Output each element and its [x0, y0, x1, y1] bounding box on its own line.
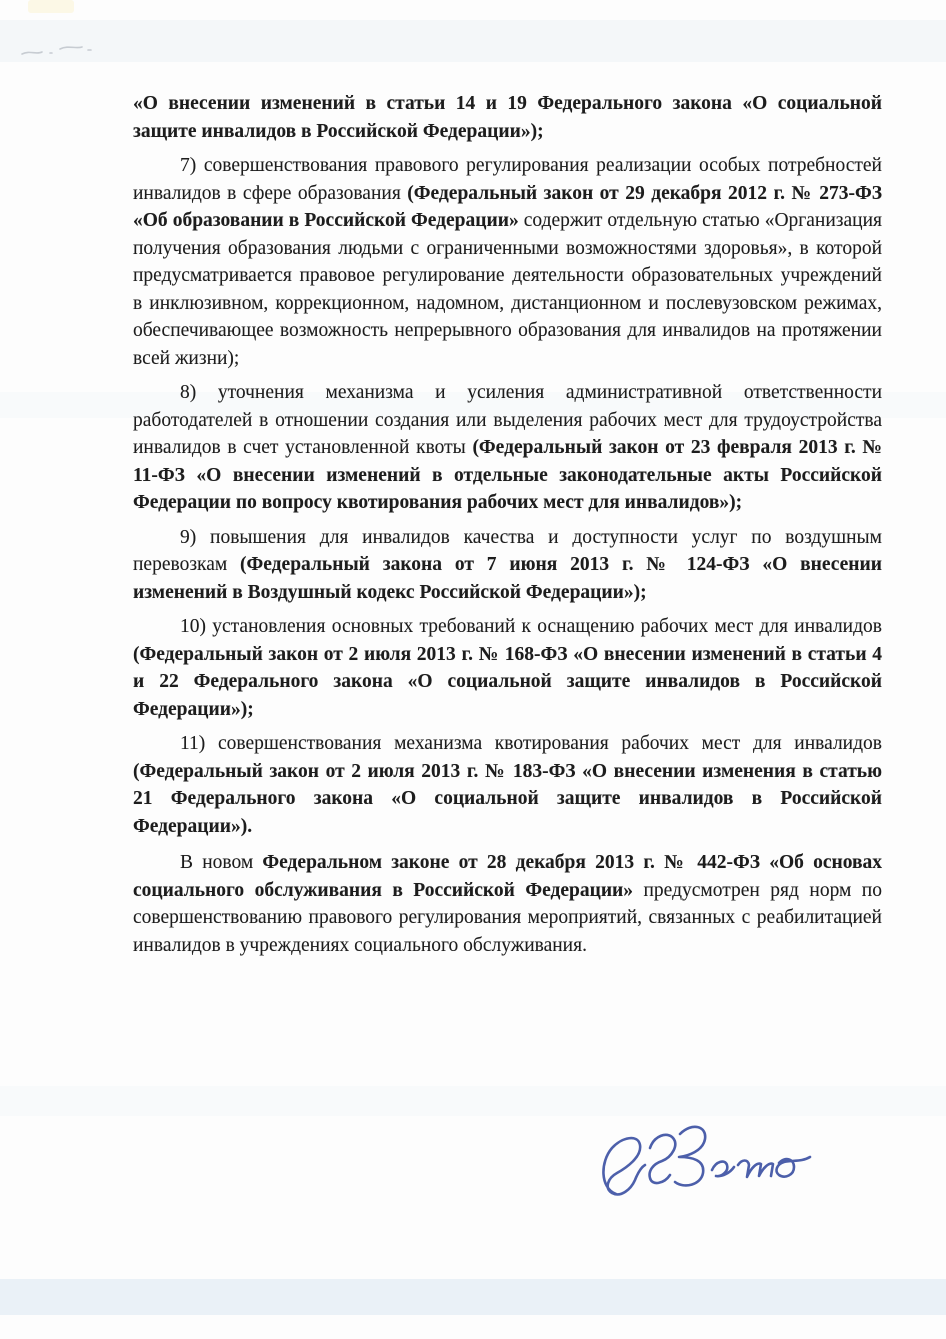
- law-title-bold-run: (Федеральный закон от 2 июля 2013 г. № 168-ФЗ «О внесении изменений в статьи 4 и 22 Федерального закона «О социальной защите инвалидов в Российской Федерации»);: [133, 643, 882, 720]
- scan-band-artifact: [0, 1279, 946, 1315]
- text-run: 11) совершенствования механизма квотирования рабочих мест для инвалидов: [180, 733, 882, 754]
- scan-smudge-artifact: [28, 0, 74, 13]
- text-run: предусмотрен ряд норм по совершенствованию правового регулирования мероприятий, связанных с реабилитацией инвалидов в учреждениях социального обслуживания.: [133, 879, 882, 956]
- paragraph-continued-clause: [133, 90, 882, 145]
- scan-band-artifact: [0, 1086, 946, 1116]
- paragraph-item-7: [133, 152, 882, 372]
- paragraph-item-10: [133, 613, 882, 723]
- text-run: 10) установления основных требований к оснащению рабочих мест для инвалидов: [180, 616, 882, 637]
- text-run: 9) повышения для инвалидов качества и доступности услуг по воздушным перевозкам: [133, 526, 882, 575]
- text-run: содержит отдельную статью «Организация получения образования людьми с ограниченными возможностями здоровья», в которой предусматривается правовое регулирование деятельности образовательных учреждений в инклюзивном, коррекционном, надомном, дистанционном и послевузовском режимах, обеспечивающее возможность непрерывного образования для инвалидов на протяжении всей жизни);: [133, 210, 882, 369]
- text-run: 8) уточнения механизма и усиления административной ответственности работодателей в отношении создания или выделения рабочих мест для трудоустройства инвалидов в счет установленной квоты: [133, 382, 882, 458]
- law-title-bold-run: (Федеральный закона от 7 июня 2013 г. № 124-ФЗ «О внесении изменений в Воздушный кодекс Российской Федерации»);: [133, 554, 882, 603]
- law-title-bold-run: «О внесении изменений в статьи 14 и 19 Федерального закона «О социальной защите инвалидов в Российской Федерации»);: [133, 93, 882, 142]
- law-title-bold-run: (Федеральный закон от 23 февраля 2013 г. № 11-ФЗ «О внесении изменений в отдельные законодательные акты Российской Федерации по вопросу квотирования рабочих мест для инвалидов»);: [133, 437, 882, 513]
- paragraph-item-8: [133, 379, 882, 517]
- document-body: [133, 90, 882, 966]
- paragraph-item-11: [133, 730, 882, 840]
- scan-band-artifact: [0, 20, 946, 62]
- law-title-bold-run: Федеральном законе от 28 декабря 2013 г. № 442-ФЗ «Об основах социального обслуживания в Российской Федерации»: [133, 852, 883, 901]
- pencil-mark-artifact: [16, 36, 116, 62]
- handwritten-signature: [580, 1118, 830, 1223]
- text-run: В новом: [180, 852, 263, 873]
- paragraph-closing: [133, 849, 882, 959]
- law-title-bold-run: (Федеральный закон от 2 июля 2013 г. № 183-ФЗ «О внесении изменения в статью 21 Федерального закона «О социальной защите инвалидов в Российской Федерации»).: [133, 760, 882, 837]
- law-title-bold-run: (Федеральный закон от 29 декабря 2012 г. № 273-ФЗ «Об образовании в Российской Федерации»: [133, 182, 882, 231]
- paragraph-item-9: [133, 524, 882, 607]
- text-run: 7) совершенствования правового регулирования реализации особых потребностей инвалидов в сфере образования: [133, 155, 882, 204]
